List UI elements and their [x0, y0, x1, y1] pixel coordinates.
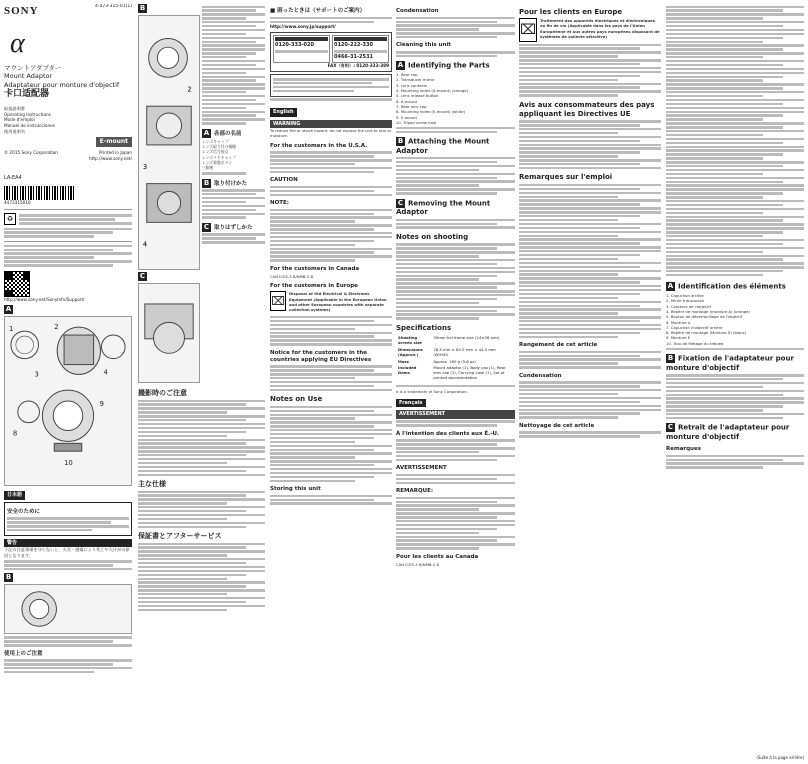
svg-text:8: 8	[12, 429, 18, 438]
english-header: English	[270, 108, 297, 117]
support-url[interactable]: http://www.sony.net/SonyInfo/Support/	[4, 296, 85, 302]
weee-bin-icon: ⌧	[270, 291, 286, 311]
list-item: 1. Capuchon arrière	[666, 292, 704, 298]
parts-list-en	[396, 72, 515, 125]
list-item: 9. Monture E	[666, 335, 691, 341]
column-french-1	[519, 4, 661, 760]
identify-parts-heading: Identifying the Parts	[408, 61, 490, 70]
svg-text:3: 3	[34, 370, 39, 379]
figure-b-lens	[4, 584, 132, 634]
spec-table	[396, 334, 515, 383]
title-ja: マウントアダプター	[4, 64, 62, 73]
list-item: 6. A-mount	[396, 98, 418, 104]
list-item: 9. E-mount	[396, 114, 417, 120]
phone-1: 0120-333-020	[275, 42, 314, 49]
title-zh: 卡口适配器	[4, 88, 50, 99]
avis-heading: Avis aux consommateurs des pays appliquant les Directives UE	[519, 100, 655, 118]
table-row: Shooting screen size 35mm full frame size (24×36 mm)	[398, 334, 500, 345]
document-number: 4-473-315-01(1)	[94, 4, 132, 9]
copyright: © 2015 Sony Corporation	[4, 150, 58, 156]
francais-header: Français	[396, 399, 426, 408]
fax-number: FAX（有料）: 0120-333-389	[327, 62, 389, 68]
specs-heading-ja: 主な仕様	[138, 479, 166, 488]
safety-heading: 安全のために	[7, 508, 41, 515]
canada-fr-code: CAN ICES-3 B/NMB-3 B	[396, 561, 440, 567]
barcode-number: 4473315010	[4, 200, 31, 206]
storing-heading: Storing this unit	[270, 486, 321, 493]
list-item: 4. Mounting index (A-mount) (orange)	[396, 87, 469, 93]
list-item: 2. Transducer mirror	[396, 77, 435, 83]
figure-b-label: B	[5, 573, 12, 582]
list-item: 3. Lens contacts	[396, 82, 428, 88]
warning-text: 警告	[7, 539, 18, 546]
disposal-fr-heading: Traitement des appareils électriques et électroniques en fin de vie (Applicable dans les pays de l'Union Européenne et aux autres pays européens disposant de systèmes de collecte sélective)	[540, 18, 660, 40]
manual-en: Operating Instructions	[4, 111, 51, 117]
nettoyage-heading: Nettoyage de cet article	[519, 422, 595, 429]
manual-ja: 取扱説明書	[4, 105, 25, 111]
remove-heading-ja: 取りはずしかた	[214, 224, 253, 231]
table-row: Included items Mount adaptor (1), Body cap (1), Rear lens cap (1), Carrying case (1), Set of printed documentation	[398, 365, 506, 381]
list-item: 10. Trou de filetage du trépied	[666, 340, 724, 346]
recycle-icon: ♻	[4, 213, 16, 225]
usa-fr-heading: À l'intention des clients aux É.-U.	[396, 430, 500, 437]
column-french-2: A Identification des éléments 1. Capuchon arrière 2. Miroir translucide 3. Contacts de l'objectif 4. Repère de montage (monture A) (orange) 5. Bouton de déverrouillage de l'objectif 6. Monture A 7. Capuchon d'objectif arrière 8. Repère de montage (Monture E) (blanc) 9. Monture E 10. Trou de filetage du trépied B Fixation de l'adaptateur pour monture d'objectif C Retrait de l'adaptateur pour monture d'objectif Remarques (Suite à la page arrière)	[666, 4, 804, 760]
list-item: 7. Rear lens cap	[396, 103, 427, 109]
phone-3: 0466-31-2531	[334, 54, 373, 61]
retrait-heading: Retrait de l'adaptateur pour monture d'objectif	[666, 423, 790, 441]
canada-code: CAN ICES-3 B/NMB-3 B	[270, 273, 314, 279]
canada-heading: For the customers in Canada	[270, 265, 360, 272]
sony-url[interactable]: http://www.sony.net/	[89, 155, 132, 161]
alpha-logo: α	[10, 28, 25, 60]
list-item: レンズ信号接点	[202, 149, 229, 155]
europe-heading: For the customers in Europe	[270, 283, 358, 290]
parts-list-fr	[666, 293, 804, 346]
remarque-heading: REMARQUE:	[396, 488, 434, 495]
note-heading: NOTE:	[270, 200, 289, 207]
column-english-parts: Condensation Cleaning this unit A Identifying the Parts 1. Rear cap 2. Transducer mirror 3. Lens contacts 4. Mounting index (A-mount) (orange) 5. Lens release button 6. A-mount 7. Rear lens cap 8. Mounting index (E-mount) (white) 9. E-mount 10. Tripod screw hole B Attaching the Mount Adaptor C Removing the Mount Adaptor Notes on shooting Specifications Shooting screen size 35mm full frame size (24×36 mm) Dimensions (Approx.) 78.5 mm × 80.5 mm × 44.5 mm (W/H/D) Mass Approx. 160 g (5.6 oz) Included items Mount adaptor (1), Body cap (1), Rear lens cap (1), Carrying case (1), Set of printed documentation α is a trademark of Sony Corporation. Français AVERTISSEMENT À l'intention des clients aux É.-U. AVERTISSEMENT REMARQUE: Pour les clients au Canada CAN ICES-3 B/NMB-3 B	[396, 4, 515, 760]
table-row: Mass Approx. 160 g (5.6 oz)	[398, 358, 476, 364]
list-item: 3. Contacts de l'objectif	[666, 303, 711, 309]
disposal-heading: Disposal of Old Electrical & Electronic Equipment (Applicable in the European Union and other European countries with separate collection systems)	[289, 291, 387, 313]
warning-en-text: To reduce fire or shock hazard, do not expose the unit to rain or moisture.	[270, 128, 392, 139]
list-item: 2. Miroir translucide	[666, 298, 704, 304]
remarques-heading: Remarques	[666, 446, 701, 453]
phone-2: 0120-222-330	[334, 42, 373, 49]
e-mount-badge: E-mount	[96, 137, 132, 147]
list-item: 1. Rear cap	[396, 72, 418, 77]
list-item: レンズ着脱ボタン	[202, 160, 233, 165]
manual-zh: 使用说明书	[4, 128, 25, 134]
remarques-emploi-heading: Remarques sur l'emploi	[519, 173, 613, 182]
svg-text:10: 10	[64, 459, 73, 468]
svg-text:9: 9	[99, 400, 104, 409]
warning-body: 下記の注意事項を守らないと、火災・感電により死亡や大けがの原因となります。	[4, 547, 130, 559]
list-item: 8. Repère de montage (Monture E) (blanc)	[666, 330, 747, 336]
column-support-english	[270, 4, 392, 760]
caution-heading: CAUTION	[270, 177, 298, 184]
list-item: 6. Monture A	[666, 319, 691, 325]
qr-code[interactable]	[4, 271, 30, 297]
removing-heading: Removing the Mount Adaptor	[396, 199, 491, 217]
europe-fr-heading: Pour les clients en Europe	[519, 8, 623, 16]
troubleshoot-heading: ■ 困ったときは（サポートのご案内）	[270, 8, 366, 14]
list-item: 8. Mounting index (E-mount) (white)	[396, 109, 466, 115]
list-item: レンズ取り付け指標	[202, 144, 236, 150]
caution-use-heading: 使用上のご注意	[4, 650, 43, 657]
attaching-heading: Attaching the Mount Adaptor	[396, 137, 490, 155]
list-item: 5. Lens release button	[396, 93, 439, 99]
barcode	[4, 186, 74, 200]
sony-logo: SONY	[4, 5, 39, 17]
figure-a-label: A	[5, 305, 12, 314]
title-en: Mount Adaptor	[4, 72, 53, 81]
figure-c-label: C	[139, 272, 146, 280]
japanese-header: 日本語	[4, 491, 25, 500]
figure-b2-label: B	[139, 4, 146, 12]
avertissement-1: AVERTISSEMENT	[396, 410, 515, 419]
notes-use-heading: Notes on Use	[270, 395, 323, 404]
svg-text:4: 4	[103, 368, 108, 377]
list-item: 10. Tripod screw hole	[396, 119, 437, 125]
svg-text:1: 1	[8, 325, 14, 334]
support-contacts	[270, 32, 392, 72]
condensation-fr-heading: Condensation	[519, 372, 562, 379]
svg-text:4: 4	[142, 240, 148, 249]
svg-text:2: 2	[54, 323, 59, 332]
list-item: レンズキャップ	[202, 138, 229, 144]
printed-in: Printed in Japan	[98, 150, 132, 156]
eu-notice-heading: Notice for the customers in the countries applying EU Directives	[270, 349, 372, 363]
canada-fr-heading: Pour les clients au Canada	[396, 553, 479, 560]
usa-heading: For the customers in the U.S.A.	[270, 142, 368, 149]
rangement-heading: Rangement de cet article	[519, 342, 598, 349]
column-figures-ja: B 2 3 4 C A 各部の名前 レンズキャップ レンズ取り付け指標 レンズ信号接点 レンズリヤキャップ レンズ着脱ボタン 三脚座 B 取り付けかた C 取りはずしかた 撮影時のご注意 主な仕様 保証書とアフターサービス	[138, 4, 265, 760]
figure-c-remove	[138, 283, 200, 383]
svg-text:2: 2	[187, 85, 192, 94]
condensation-heading: Condensation	[396, 8, 439, 14]
column-cover	[4, 4, 132, 760]
list-item: 4. Repère de montage (monture A) (orange)	[666, 308, 750, 314]
fixation-heading: Fixation de l'adaptateur pour monture d'objectif	[666, 354, 794, 372]
table-row: Dimensions (Approx.) 78.5 mm × 80.5 mm × 44.5 mm (W/H/D)	[398, 346, 496, 357]
parts-list-ja	[202, 139, 265, 171]
identification-heading: Identification des éléments	[678, 282, 786, 291]
shooting-heading-ja: 撮影時のご注意	[138, 389, 187, 397]
svg-text:3: 3	[142, 163, 148, 172]
parts-heading-ja: 各部の名前	[214, 130, 242, 137]
continued-note: (Suite à la page arrière)	[756, 754, 804, 760]
model-number: LA-EA4	[4, 175, 22, 182]
warning-en: WARNING	[270, 120, 392, 129]
warranty-heading-ja: 保証書とアフターサービス	[138, 531, 222, 540]
figure-a-exploded-view	[4, 316, 132, 486]
avertissement-2: AVERTISSEMENT	[396, 465, 447, 472]
list-item: レンズリヤキャップ	[202, 154, 236, 160]
manual-fr: Mode d'emploi	[4, 117, 35, 123]
weee-bin-icon: ⌧	[519, 18, 537, 42]
specifications-heading: Specifications	[396, 323, 452, 332]
list-item: 三脚座	[202, 165, 214, 171]
title-fr: Adaptateur pour monture d'objectif	[4, 80, 120, 89]
attach-heading-ja: 取り付けかた	[214, 180, 248, 187]
list-item: 7. Capuchon d'objectif arrière	[666, 324, 723, 330]
support-url-jp[interactable]: http://www.sony.jp/support/	[270, 24, 336, 30]
figure-b-steps	[138, 15, 200, 270]
list-item: 5. Bouton de déverrouillage de l'objectif	[666, 314, 743, 320]
notes-shooting-heading: Notes on shooting	[396, 232, 469, 241]
trademark-note: α is a trademark of Sony Corporation.	[396, 388, 468, 394]
manual-es: Manuel de instrucciones	[4, 122, 55, 128]
cleaning-heading: Cleaning this unit	[396, 42, 451, 49]
